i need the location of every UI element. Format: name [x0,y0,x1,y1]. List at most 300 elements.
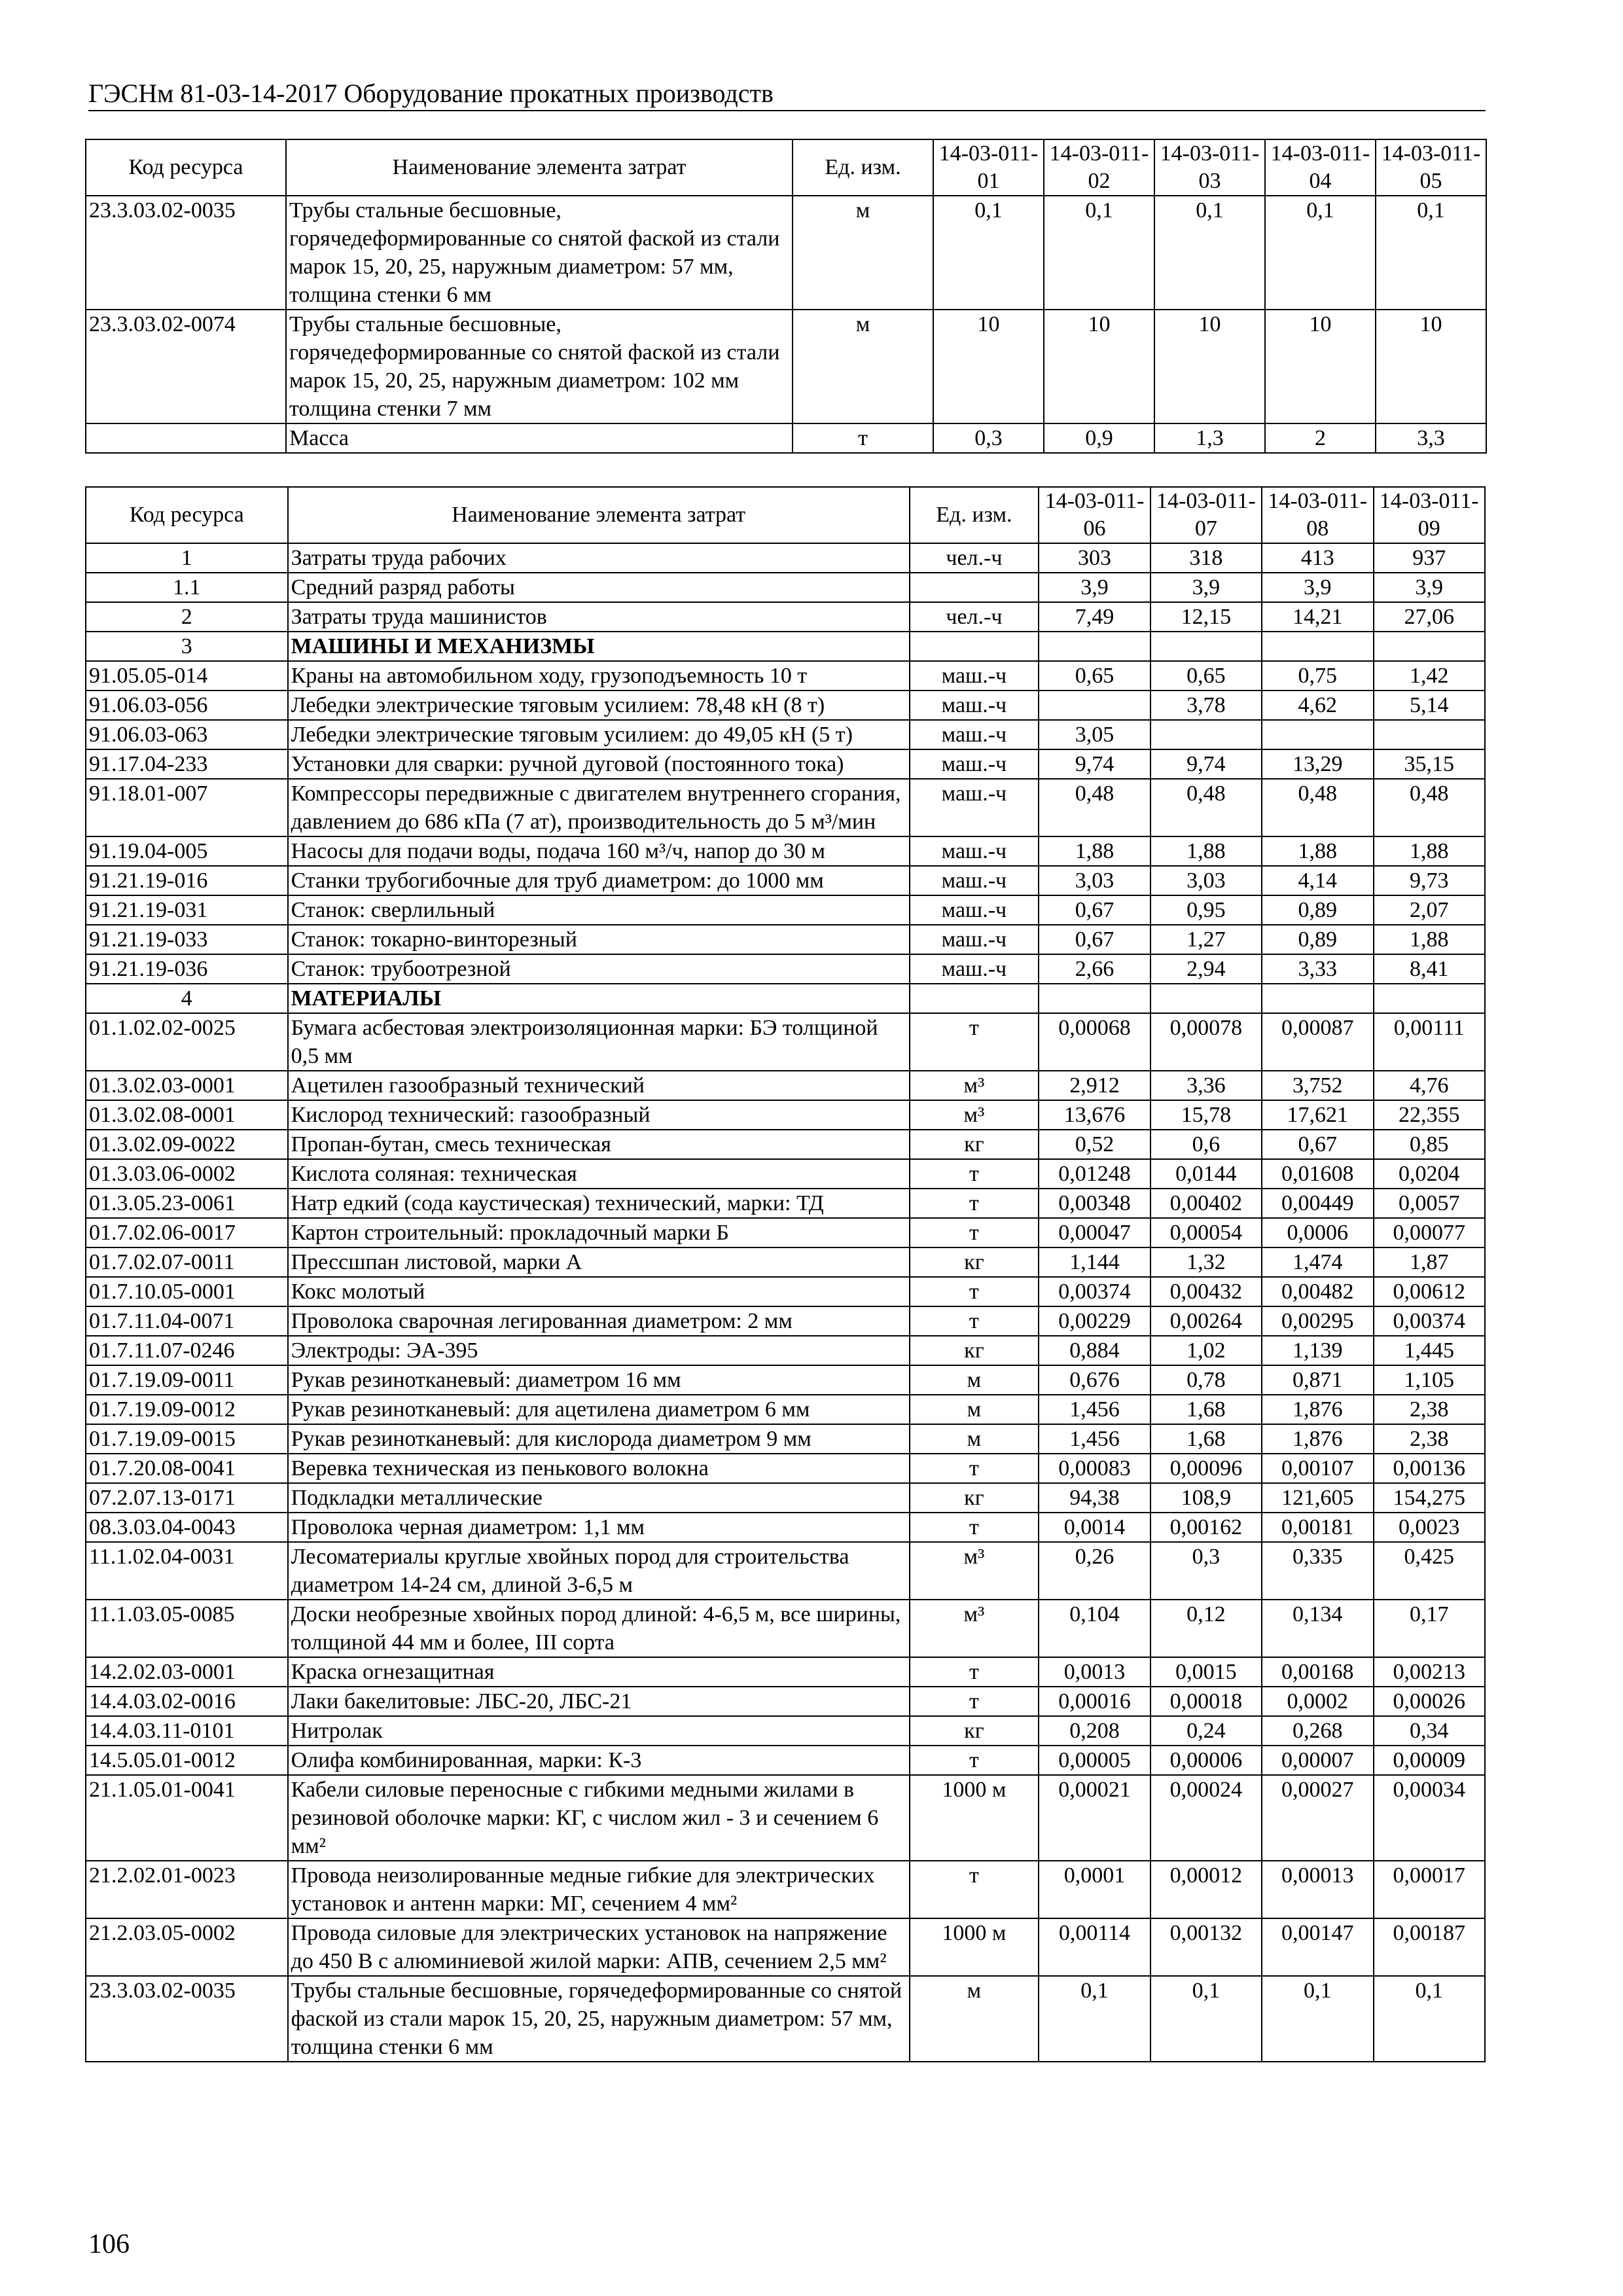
cell-name: Затраты труда рабочих [288,543,910,573]
cell-unit: маш.-ч [910,866,1039,895]
cell-value: 0,00009 [1374,1746,1486,1775]
cell-value: 0,00162 [1150,1513,1262,1542]
cell-value: 0,1 [1262,1976,1373,2062]
cell-name: Затраты труда машинистов [288,602,910,632]
page-number: 106 [88,2229,130,2259]
cell-code: 01.7.10.05-0001 [86,1277,288,1306]
cell-value: 0,48 [1150,779,1262,836]
table-row [86,1424,1485,1454]
cell-value: 7,49 [1039,602,1150,632]
table-row [86,954,1485,984]
cell-code: 11.1.02.04-0031 [86,1542,288,1600]
cell-unit: т [910,1189,1039,1218]
cell-name: Кислород технический: газообразный [288,1100,910,1130]
table-row [86,1600,1485,1657]
cell-value: 0,00077 [1374,1218,1486,1247]
cell-value: 5,14 [1374,691,1486,720]
table-row [86,1918,1485,1976]
table-row [86,691,1485,720]
cell-value: 0,1 [1150,1976,1262,2062]
cell-value: 0,0144 [1150,1159,1262,1189]
cell-code: 91.19.04-005 [86,836,288,866]
cell-value: 0,268 [1262,1716,1373,1746]
cell-value: 0,00012 [1150,1861,1262,1918]
cell-value: 0,00147 [1262,1918,1373,1976]
cell-name: Компрессоры передвижные с двигателем внутреннего сгорания, давлением до 686 кПа (7 ат), производительность до 5 м³/мин [288,779,910,836]
cell-code: 91.06.03-063 [86,720,288,749]
cell-value: 0,6 [1150,1130,1262,1159]
cell-name: Средний разряд работы [288,573,910,602]
cell-name: Провода неизолированные медные гибкие для электрических установок и антенн марки: МГ, сечением 4 мм² [288,1861,910,1918]
cell-value: 2,38 [1374,1395,1486,1424]
cell-value: 0,00007 [1262,1746,1373,1775]
cell-unit: т [910,1277,1039,1306]
cell-code: 01.3.03.06-0002 [86,1159,288,1189]
cell-value: 0,00034 [1374,1775,1486,1861]
cell-value: 0,00083 [1039,1454,1150,1483]
table-row [86,895,1485,925]
cell-unit: кг [910,1483,1039,1513]
cell-value: 1,88 [1150,836,1262,866]
table-row [86,1071,1485,1100]
cell-code: 08.3.03.04-0043 [86,1513,288,1542]
cell-code: 01.7.19.09-0012 [86,1395,288,1424]
cell-unit: т [910,1513,1039,1542]
cell-unit: т [910,1454,1039,1483]
cell-value: 3,78 [1150,691,1262,720]
page-header [88,77,1486,111]
cell-value: 0,3 [933,423,1044,453]
cell-value: 0,65 [1039,661,1150,691]
cell-code: 23.3.03.02-0035 [86,1976,288,2062]
cell-value: 0,9 [1044,423,1154,453]
cell-name: Картон строительный: прокладочный марки Б [288,1218,910,1247]
cell-value: 0,00013 [1262,1861,1373,1918]
cell-code: 01.7.11.07-0246 [86,1336,288,1365]
cell-value: 2,07 [1374,895,1486,925]
cell-code: 2 [86,602,288,632]
cell-value: 0,00136 [1374,1454,1486,1483]
cell-value: 0,00229 [1039,1306,1150,1336]
cell-value: 2,66 [1039,954,1150,984]
cell-value: 0,00096 [1150,1454,1262,1483]
cell-name: Установки для сварки: ручной дуговой (постоянного тока) [288,749,910,779]
cell-value: 10 [1376,310,1486,423]
cell-unit: маш.-ч [910,895,1039,925]
header-title: ГЭСНм 81-03-14-2017 Оборудование прокатных производств [88,79,774,108]
cell-code: 14.2.02.03-0001 [86,1657,288,1687]
cell-value: 1,456 [1039,1424,1150,1454]
cell-value: 13,29 [1262,749,1373,779]
cell-code: 01.7.11.04-0071 [86,1306,288,1336]
cell-value: 0,12 [1150,1600,1262,1657]
cell-value: 10 [1265,310,1376,423]
cell-value: 0,00374 [1374,1306,1486,1336]
cell-value: 3,03 [1039,866,1150,895]
cell-value: 0,00078 [1150,1013,1262,1071]
cell-code: 1 [86,543,288,573]
cell-value: 121,605 [1262,1483,1373,1513]
cell-value: 0,00087 [1262,1013,1373,1071]
table-row [86,196,1486,310]
cell-value: 0,1 [1154,196,1265,310]
cell-name: Веревка техническая из пенькового волокна [288,1454,910,1483]
cell-name: Пропан-бутан, смесь техническая [288,1130,910,1159]
cell-code: 21.2.03.05-0002 [86,1918,288,1976]
cell-value: 0,48 [1374,779,1486,836]
cell-value: 14,21 [1262,602,1373,632]
resource-table-2 [85,486,1486,2062]
cell-unit [910,573,1039,602]
table-row [86,423,1486,453]
cell-value: 1,32 [1150,1247,1262,1277]
table-row [86,779,1485,836]
cell-value: 0,67 [1039,925,1150,954]
cell-name: Масса [286,423,793,453]
cell-value: 1,27 [1150,925,1262,954]
cell-value: 0,00374 [1039,1277,1150,1306]
cell-value [1262,720,1373,749]
cell-value: 0,78 [1150,1365,1262,1395]
table-row [86,866,1485,895]
cell-name: Электроды: ЭА-395 [288,1336,910,1365]
cell-value: 0,00021 [1039,1775,1150,1861]
cell-unit: т [910,1657,1039,1687]
cell-value: 0,00612 [1374,1277,1486,1306]
cell-unit: 1000 м [910,1918,1039,1976]
table-row [86,1247,1485,1277]
cell-name: Доски необрезные хвойных пород длиной: 4-6,5 м, все ширины, толщиной 44 мм и более, III сорта [288,1600,910,1657]
table-row [86,1336,1485,1365]
cell-value: 10 [933,310,1044,423]
cell-code: 01.3.02.09-0022 [86,1130,288,1159]
cell-value: 3,05 [1039,720,1150,749]
cell-value: 0,00114 [1039,1918,1150,1976]
cell-name: Проволока черная диаметром: 1,1 мм [288,1513,910,1542]
cell-value [1150,632,1262,661]
header-unit: Ед. изм. [793,139,933,196]
cell-value: 0,1 [1376,196,1486,310]
cell-unit: м [910,1976,1039,2062]
cell-unit: м³ [910,1600,1039,1657]
cell-name: МАШИНЫ И МЕХАНИЗМЫ [288,632,910,661]
table-row [86,1687,1485,1716]
header-norm-code: 14-03-011-07 [1150,487,1262,543]
cell-code: 91.21.19-031 [86,895,288,925]
cell-value: 3,9 [1039,573,1150,602]
cell-code: 01.3.02.08-0001 [86,1100,288,1130]
cell-value: 0,1 [1039,1976,1150,2062]
table-row [86,749,1485,779]
cell-name: Насосы для подачи воды, подача 160 м³/ч, напор до 30 м [288,836,910,866]
table-row [86,1130,1485,1159]
table-row [86,1483,1485,1513]
cell-value [1150,984,1262,1013]
cell-unit: м [910,1395,1039,1424]
cell-value: 0,65 [1150,661,1262,691]
cell-unit: м [793,196,933,310]
cell-code: 91.21.19-036 [86,954,288,984]
cell-unit: кг [910,1336,1039,1365]
resource-table-1 [85,139,1487,454]
cell-value: 2,912 [1039,1071,1150,1100]
cell-value: 15,78 [1150,1100,1262,1130]
cell-unit: т [910,1013,1039,1071]
cell-unit: т [910,1687,1039,1716]
cell-value: 35,15 [1374,749,1486,779]
cell-value: 0,95 [1150,895,1262,925]
cell-unit: кг [910,1130,1039,1159]
table-row [86,1277,1485,1306]
cell-name: Олифа комбинированная, марки: К-3 [288,1746,910,1775]
cell-unit: т [910,1746,1039,1775]
cell-name: Подкладки металлические [288,1483,910,1513]
cell-value: 0,1 [933,196,1044,310]
cell-value: 303 [1039,543,1150,573]
cell-value: 3,03 [1150,866,1262,895]
cell-value: 108,9 [1150,1483,1262,1513]
cell-value: 0,00068 [1039,1013,1150,1071]
cell-value: 0,24 [1150,1716,1262,1746]
cell-value: 0,00295 [1262,1306,1373,1336]
cell-value: 0,00111 [1374,1013,1486,1071]
cell-code [86,423,286,453]
cell-code: 91.21.19-016 [86,866,288,895]
cell-value [1374,720,1486,749]
header-norm-code: 14-03-011-08 [1262,487,1373,543]
cell-unit: маш.-ч [910,954,1039,984]
table-header-row [86,139,1486,196]
cell-value: 3,9 [1262,573,1373,602]
cell-code: 91.21.19-033 [86,925,288,954]
cell-value: 0,34 [1374,1716,1486,1746]
cell-code: 23.3.03.02-0074 [86,310,286,423]
cell-value: 0,75 [1262,661,1373,691]
cell-code: 01.7.19.09-0011 [86,1365,288,1395]
table-row [86,1395,1485,1424]
cell-value: 9,74 [1039,749,1150,779]
table-row [86,1013,1485,1071]
cell-value: 0,00005 [1039,1746,1150,1775]
cell-value: 0,884 [1039,1336,1150,1365]
cell-code: 91.05.05-014 [86,661,288,691]
cell-unit [910,984,1039,1013]
table-row [86,1189,1485,1218]
cell-name: Бумага асбестовая электроизоляционная марки: БЭ толщиной 0,5 мм [288,1013,910,1071]
cell-unit: маш.-ч [910,779,1039,836]
cell-value: 1,02 [1150,1336,1262,1365]
cell-unit: кг [910,1716,1039,1746]
cell-value: 0,00449 [1262,1189,1373,1218]
cell-value: 0,0001 [1039,1861,1150,1918]
cell-unit: м [910,1424,1039,1454]
cell-value: 0,00402 [1150,1189,1262,1218]
cell-value: 3,9 [1374,573,1486,602]
cell-value: 0,0002 [1262,1687,1373,1716]
cell-value: 413 [1262,543,1373,573]
cell-code: 91.06.03-056 [86,691,288,720]
header-name: Наименование элемента затрат [286,139,793,196]
cell-value: 0,89 [1262,925,1373,954]
table-row [86,602,1485,632]
cell-value: 0,01248 [1039,1159,1150,1189]
cell-value: 0,871 [1262,1365,1373,1395]
cell-value: 1,3 [1154,423,1265,453]
cell-unit: м³ [910,1071,1039,1100]
cell-value: 0,52 [1039,1130,1150,1159]
cell-value: 0,48 [1262,779,1373,836]
cell-value: 1,68 [1150,1395,1262,1424]
cell-unit: м [793,310,933,423]
cell-value: 0,1 [1374,1976,1486,2062]
cell-unit: т [910,1306,1039,1336]
header-unit: Ед. изм. [910,487,1039,543]
cell-value: 12,15 [1150,602,1262,632]
cell-value: 10 [1044,310,1154,423]
cell-value: 0,00482 [1262,1277,1373,1306]
cell-code: 21.1.05.01-0041 [86,1775,288,1861]
cell-code: 14.5.05.01-0012 [86,1746,288,1775]
cell-value: 0,00181 [1262,1513,1373,1542]
cell-value: 0,335 [1262,1542,1373,1600]
table-row [86,1657,1485,1687]
cell-code: 3 [86,632,288,661]
cell-value: 1,87 [1374,1247,1486,1277]
cell-code: 11.1.03.05-0085 [86,1600,288,1657]
cell-name: Станок: трубоотрезной [288,954,910,984]
cell-name: Трубы стальные бесшовные, горячедеформированные со снятой фаской из стали марок 15, 20, 25, наружным диаметром: 57 мм, толщина стенки 6 мм [286,196,793,310]
cell-code: 01.1.02.02-0025 [86,1013,288,1071]
table-row [86,1542,1485,1600]
cell-name: Краска огнезащитная [288,1657,910,1687]
cell-value: 4,14 [1262,866,1373,895]
cell-unit: маш.-ч [910,661,1039,691]
cell-value: 1,88 [1039,836,1150,866]
cell-value [1262,984,1373,1013]
cell-code: 07.2.07.13-0171 [86,1483,288,1513]
cell-value: 0,00264 [1150,1306,1262,1336]
cell-value: 1,139 [1262,1336,1373,1365]
cell-value: 0,00006 [1150,1746,1262,1775]
cell-value: 0,134 [1262,1600,1373,1657]
cell-unit: маш.-ч [910,836,1039,866]
cell-value: 0,01608 [1262,1159,1373,1189]
cell-code: 23.3.03.02-0035 [86,196,286,310]
cell-unit: кг [910,1247,1039,1277]
table-row [86,661,1485,691]
cell-unit: м³ [910,1542,1039,1600]
header-norm-code: 14-03-011-09 [1374,487,1486,543]
cell-value: 17,621 [1262,1100,1373,1130]
cell-name: Трубы стальные бесшовные, горячедеформированные со снятой фаской из стали марок 15, 20, 25, наружным диаметром: 57 мм, толщина стенки 6 мм [288,1976,910,2062]
header-code: Код ресурса [86,487,288,543]
cell-value [1039,691,1150,720]
cell-name: Рукав резинотканевый: для ацетилена диаметром 6 мм [288,1395,910,1424]
table-row [86,543,1485,573]
cell-unit: маш.-ч [910,749,1039,779]
cell-value: 0,00168 [1262,1657,1373,1687]
cell-value: 4,62 [1262,691,1373,720]
cell-value: 9,74 [1150,749,1262,779]
table-row [86,1746,1485,1775]
cell-value: 0,0057 [1374,1189,1486,1218]
cell-value: 2 [1265,423,1376,453]
cell-value: 1,876 [1262,1395,1373,1424]
cell-value: 0,3 [1150,1542,1262,1600]
cell-code: 21.2.02.01-0023 [86,1861,288,1918]
cell-code: 01.7.02.06-0017 [86,1218,288,1247]
cell-value: 0,85 [1374,1130,1486,1159]
cell-value: 0,00107 [1262,1454,1373,1483]
cell-value: 1,88 [1262,836,1373,866]
cell-value: 0,104 [1039,1600,1150,1657]
cell-value: 0,0204 [1374,1159,1486,1189]
table-row [86,310,1486,423]
cell-value: 0,00017 [1374,1861,1486,1918]
table-row [86,1513,1485,1542]
table-row [86,1775,1485,1861]
cell-unit: т [910,1861,1039,1918]
cell-value: 3,752 [1262,1071,1373,1100]
cell-value: 4,76 [1374,1071,1486,1100]
cell-name: Станок: сверлильный [288,895,910,925]
cell-value: 1,42 [1374,661,1486,691]
cell-value: 0,1 [1265,196,1376,310]
cell-value: 154,275 [1374,1483,1486,1513]
cell-unit: м [910,1365,1039,1395]
cell-name: Нитролак [288,1716,910,1746]
cell-value [1374,984,1486,1013]
cell-value: 1,456 [1039,1395,1150,1424]
cell-value: 10 [1154,310,1265,423]
cell-value: 1,68 [1150,1424,1262,1454]
cell-value: 937 [1374,543,1486,573]
cell-name: Прессшпан листовой, марки А [288,1247,910,1277]
cell-code: 91.17.04-233 [86,749,288,779]
cell-unit: маш.-ч [910,925,1039,954]
cell-code: 01.7.20.08-0041 [86,1454,288,1483]
cell-name: Рукав резинотканевый: диаметром 16 мм [288,1365,910,1395]
cell-value: 0,00047 [1039,1218,1150,1247]
cell-unit: м³ [910,1100,1039,1130]
cell-name: Ацетилен газообразный технический [288,1071,910,1100]
cell-value: 8,41 [1374,954,1486,984]
cell-unit: 1000 м [910,1775,1039,1861]
header-norm-code: 14-03-011-04 [1265,139,1376,196]
cell-value: 1,474 [1262,1247,1373,1277]
cell-value: 0,676 [1039,1365,1150,1395]
cell-name: Рукав резинотканевый: для кислорода диаметром 9 мм [288,1424,910,1454]
cell-value: 0,00213 [1374,1657,1486,1687]
cell-value: 0,48 [1039,779,1150,836]
cell-value [1374,632,1486,661]
cell-value: 0,0014 [1039,1513,1150,1542]
cell-unit: т [910,1159,1039,1189]
cell-name: Лаки бакелитовые: ЛБС-20, ЛБС-21 [288,1687,910,1716]
table-row [86,573,1485,602]
header-norm-code: 14-03-011-06 [1039,487,1150,543]
cell-value: 0,17 [1374,1600,1486,1657]
cell-value: 3,9 [1150,573,1262,602]
cell-unit: маш.-ч [910,691,1039,720]
cell-name: Станки трубогибочные для труб диаметром: до 1000 мм [288,866,910,895]
cell-value: 0,208 [1039,1716,1150,1746]
cell-value: 1,445 [1374,1336,1486,1365]
table-row [86,1100,1485,1130]
cell-value: 0,00054 [1150,1218,1262,1247]
header-norm-code: 14-03-011-05 [1376,139,1486,196]
cell-code: 91.18.01-007 [86,779,288,836]
